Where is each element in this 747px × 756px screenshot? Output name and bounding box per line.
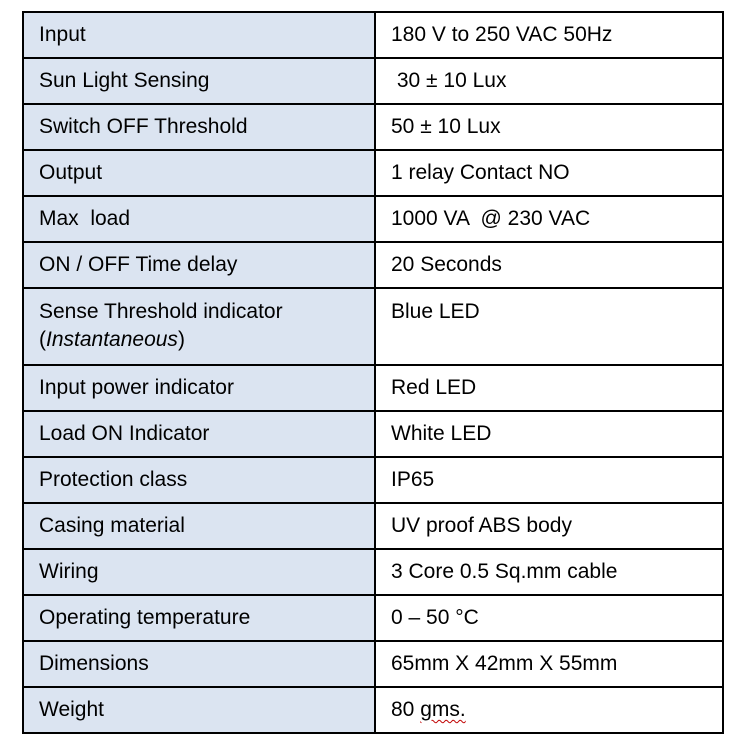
table-row [23,242,723,288]
spec-label: Input power indicator [23,365,375,411]
spec-label: Dimensions [23,641,375,687]
spec-value: IP65 [375,457,723,503]
table-row [23,549,723,595]
spec-label: Switch OFF Threshold [23,104,375,150]
weight-unit: gms. [420,698,466,721]
spec-value [375,687,723,733]
spec-value: 0 – 50 °C [375,595,723,641]
spec-value: Red LED [375,365,723,411]
spec-label: Operating temperature [23,595,375,641]
spec-label-main: Sense Threshold indicator [39,300,283,323]
spec-value: Blue LED [375,288,723,365]
table-row [23,12,723,58]
table-row [23,595,723,641]
spec-label: Wiring [23,549,375,595]
table-row [23,641,723,687]
spec-label: Load ON Indicator [23,411,375,457]
paren-open: ( [39,328,46,351]
spec-label: Protection class [23,457,375,503]
table-row [23,104,723,150]
spec-label: Weight [23,687,375,733]
spec-label: Input [23,12,375,58]
weight-number: 80 [391,698,421,721]
spec-label [23,288,375,365]
spec-label: Output [23,150,375,196]
paren-close: ) [177,328,185,351]
spec-table [22,11,724,734]
spec-value: 1000 VA @ 230 VAC [375,196,723,242]
table-row [23,365,723,411]
spec-value: 50 ± 10 Lux [375,104,723,150]
spec-value: UV proof ABS body [375,503,723,549]
spec-label-sub-italic: Instantaneous [46,328,178,351]
table-row [23,288,723,365]
table-row [23,411,723,457]
spec-label: Casing material [23,503,375,549]
spec-label-sub [39,326,374,354]
spec-value: 65mm X 42mm X 55mm [375,641,723,687]
spec-value: 20 Seconds [375,242,723,288]
table-row [23,150,723,196]
table-row [23,457,723,503]
spec-value: 1 relay Contact NO [375,150,723,196]
table-row [23,58,723,104]
spec-value: White LED [375,411,723,457]
table-row [23,687,723,733]
spec-label: ON / OFF Time delay [23,242,375,288]
table-row [23,503,723,549]
spec-label: Max load [23,196,375,242]
spec-label: Sun Light Sensing [23,58,375,104]
spec-value: 180 V to 250 VAC 50Hz [375,12,723,58]
spec-value: 30 ± 10 Lux [375,58,723,104]
table-row [23,196,723,242]
spec-value: 3 Core 0.5 Sq.mm cable [375,549,723,595]
